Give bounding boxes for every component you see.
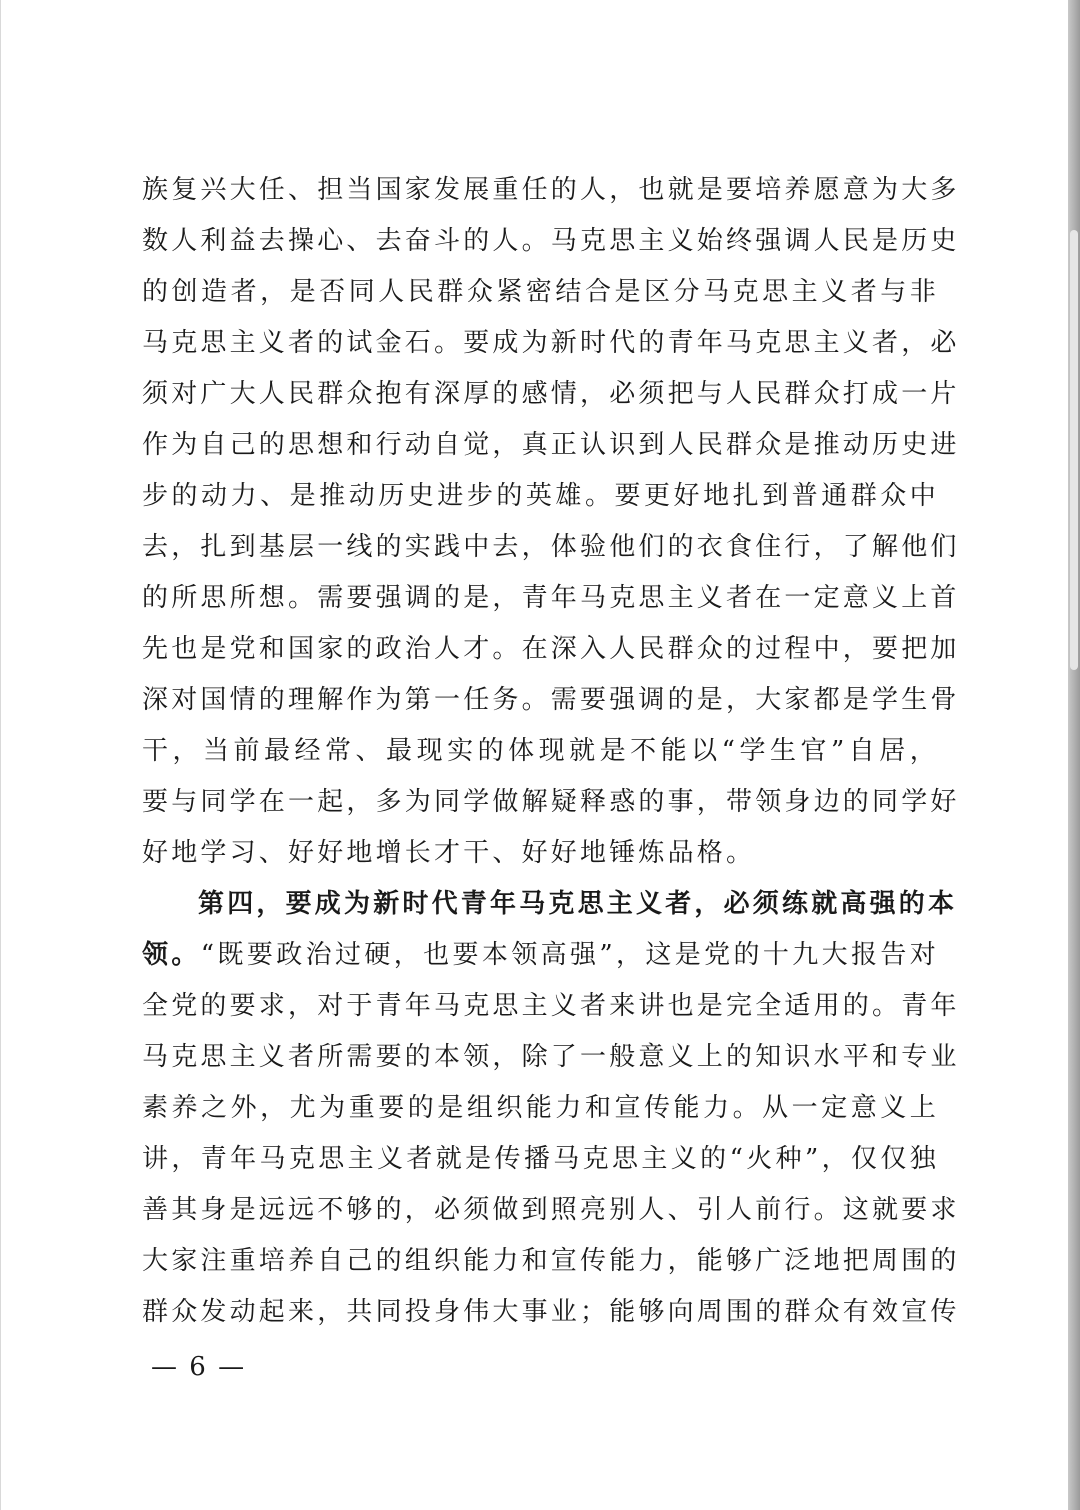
page-number: — 6 —: [151, 1352, 247, 1382]
body-text: [142, 165, 960, 1338]
text-line: 马克思主义者的试金石。要成为新时代的青年马克思主义者，必: [142, 328, 960, 358]
text-line: [142, 930, 939, 981]
text-segment: “既要政治过硬，也要本领高强”，这是党的十九大报告对: [200, 940, 939, 970]
text-line: 善其身是远远不够的，必须做到照亮别人、引人前行。这就要求: [142, 1195, 960, 1225]
section-heading: 第四，要成为新时代青年马克思主义者，必须练就高强的本: [198, 889, 958, 919]
text-line: 好地学习、好好地增长才干、好好地锤炼品格。: [142, 838, 756, 868]
text-line: 大家注重培养自己的组织能力和宣传能力，能够广泛地把周围的: [142, 1246, 960, 1276]
text-line: 的创造者，是否同人民群众紧密结合是区分马克思主义者与非: [142, 277, 939, 307]
text-line: 全党的要求，对于青年马克思主义者来讲也是完全适用的。青年: [142, 991, 960, 1021]
text-line: 先也是党和国家的政治人才。在深入人民群众的过程中，要把加: [142, 634, 960, 664]
text-line: 马克思主义者所需要的本领，除了一般意义上的知识水平和专业: [142, 1042, 960, 1072]
text-line: 素养之外，尤为重要的是组织能力和宣传能力。从一定意义上: [142, 1093, 939, 1123]
text-line: 步的动力、是推动历史进步的英雄。要更好地扎到普通群众中: [142, 481, 939, 511]
text-line: 要与同学在一起，多为同学做解疑释惑的事，带领身边的同学好: [142, 787, 960, 817]
text-line: 去，扎到基层一线的实践中去，体验他们的衣食住行，了解他们: [142, 532, 960, 562]
text-line: 须对广大人民群众抱有深厚的感情，必须把与人民群众打成一片: [142, 379, 960, 409]
text-line: 深对国情的理解作为第一任务。需要强调的是，大家都是学生骨: [142, 685, 960, 715]
text-line: 数人利益去操心、去奋斗的人。马克思主义始终强调人民是历史: [142, 226, 960, 256]
viewer-edge: [1068, 0, 1080, 1510]
text-line: 的所思所想。需要强调的是，青年马克思主义者在一定意义上首: [142, 583, 960, 613]
text-line: 讲，青年马克思主义者就是传播马克思主义的“火种”，仅仅独: [142, 1144, 939, 1174]
text-line: 干，当前最经常、最现实的体现就是不能以“学生官”自居，: [142, 736, 939, 766]
text-line: 作为自己的思想和行动自觉，真正认识到人民群众是推动历史进: [142, 430, 960, 460]
section-heading-end: 领。: [142, 940, 201, 970]
text-line: 群众发动起来，共同投身伟大事业；能够向周围的群众有效宣传: [142, 1297, 960, 1327]
text-line: 族复兴大任、担当国家发展重任的人，也就是要培养愿意为大多: [142, 175, 960, 205]
scrollbar-thumb[interactable]: [1070, 230, 1078, 670]
